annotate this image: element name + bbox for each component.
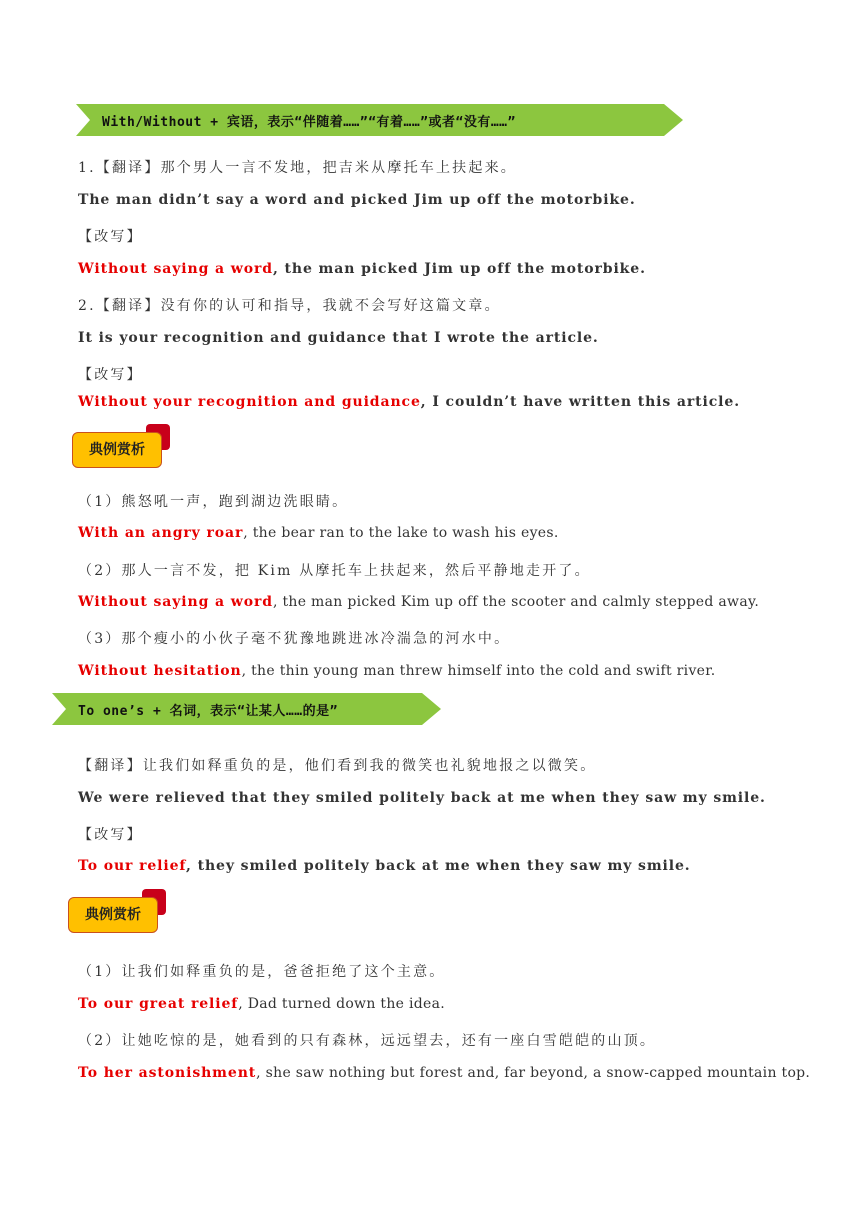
typical-examples-badge	[72, 424, 168, 470]
rewrite-tag: 【改写】	[78, 229, 143, 245]
badge-label: 典例赏析	[85, 907, 141, 923]
sentence-rest: , Dad turned down the idea.	[238, 996, 446, 1012]
sample-2-chinese: （2）那人一言不发，把 Kim 从摩托车上扶起来，然后平静地走开了。	[78, 563, 591, 579]
badge-label: 典例赏析	[89, 442, 145, 458]
section-banner-to-ones	[52, 693, 442, 725]
highlighted-phrase: Without your recognition and guidance	[78, 394, 421, 410]
translate-tag: 【翻译】	[95, 160, 161, 176]
sentence-rest: , she saw nothing but forest and, far beyond, a snow-capped mountain top.	[256, 1065, 811, 1081]
highlighted-phrase: With an angry roar	[78, 525, 244, 541]
section-banner-title: With/Without + 宾语，表示“伴随着……”“有着……”或者“没有……”	[102, 115, 516, 130]
example-1-rewrite	[78, 261, 646, 277]
example-translation-prompt	[78, 755, 596, 775]
sample-1-chinese: （1）让我们如释重负的是，爸爸拒绝了这个主意。	[78, 964, 446, 980]
sample-2-chinese: （2）让她吃惊的是，她看到的只有森林，远远望去，还有一座白雪皑皑的山顶。	[78, 1033, 657, 1049]
sentence-rest: , the man picked Kim up off the scooter and calmly stepped away.	[272, 594, 760, 610]
highlighted-phrase: To our great relief	[78, 996, 239, 1012]
sample-1-english	[78, 525, 559, 541]
chinese-sentence: 让我们如释重负的是，他们看到我的微笑也礼貌地报之以微笑。	[142, 758, 597, 774]
sample-1-english	[78, 996, 445, 1012]
example-2-translation-prompt	[78, 295, 501, 315]
example-2-english: It is your recognition and guidance that I wrote the article.	[78, 330, 599, 346]
sample-2-english	[78, 1065, 810, 1081]
rewrite-rest: , they smiled politely back at me when they saw my smile.	[186, 858, 691, 874]
example-1-english: The man didn’t say a word and picked Jim up off the motorbike.	[78, 192, 636, 208]
highlighted-phrase: To her astonishment	[78, 1065, 257, 1081]
example-2-rewrite	[78, 394, 740, 410]
highlighted-phrase: To our relief	[78, 858, 187, 874]
section-banner-with-without	[76, 104, 684, 136]
typical-examples-badge	[68, 889, 164, 935]
highlighted-phrase: Without saying a word	[78, 594, 273, 610]
sentence-rest: , the thin young man threw himself into the cold and swift river.	[241, 663, 716, 679]
example-1-translation-prompt	[78, 157, 517, 177]
rewrite-tag: 【改写】	[78, 827, 143, 843]
section-banner-title: To one’s + 名词，表示“让某人……的是”	[78, 704, 338, 719]
translate-tag: 【翻译】	[95, 298, 161, 314]
rewrite-tag: 【改写】	[78, 367, 143, 383]
sample-3-english	[78, 663, 715, 679]
sample-3-chinese: （3）那个瘦小的小伙子毫不犹豫地跳进冰冷湍急的河水中。	[78, 631, 511, 647]
example-english: We were relieved that they smiled politely back at me when they saw my smile.	[78, 790, 766, 806]
highlighted-phrase: Without saying a word	[78, 261, 273, 277]
chinese-sentence: 那个男人一言不发地，把吉米从摩托车上扶起来。	[160, 160, 517, 176]
sentence-rest: , the bear ran to the lake to wash his eyes.	[243, 525, 559, 541]
highlighted-phrase: Without hesitation	[78, 663, 242, 679]
sample-2-english	[78, 594, 759, 610]
rewrite-rest: , the man picked Jim up off the motorbike.	[272, 261, 646, 277]
chinese-sentence: 没有你的认可和指导，我就不会写好这篇文章。	[160, 298, 501, 314]
example-number: 1.	[78, 160, 96, 176]
sample-1-chinese: （1）熊怒吼一声，跑到湖边洗眼睛。	[78, 494, 349, 510]
example-number: 2.	[78, 298, 96, 314]
example-rewrite	[78, 858, 691, 874]
translate-tag: 【翻译】	[78, 758, 143, 774]
rewrite-rest: , I couldn’t have written this article.	[420, 394, 740, 410]
